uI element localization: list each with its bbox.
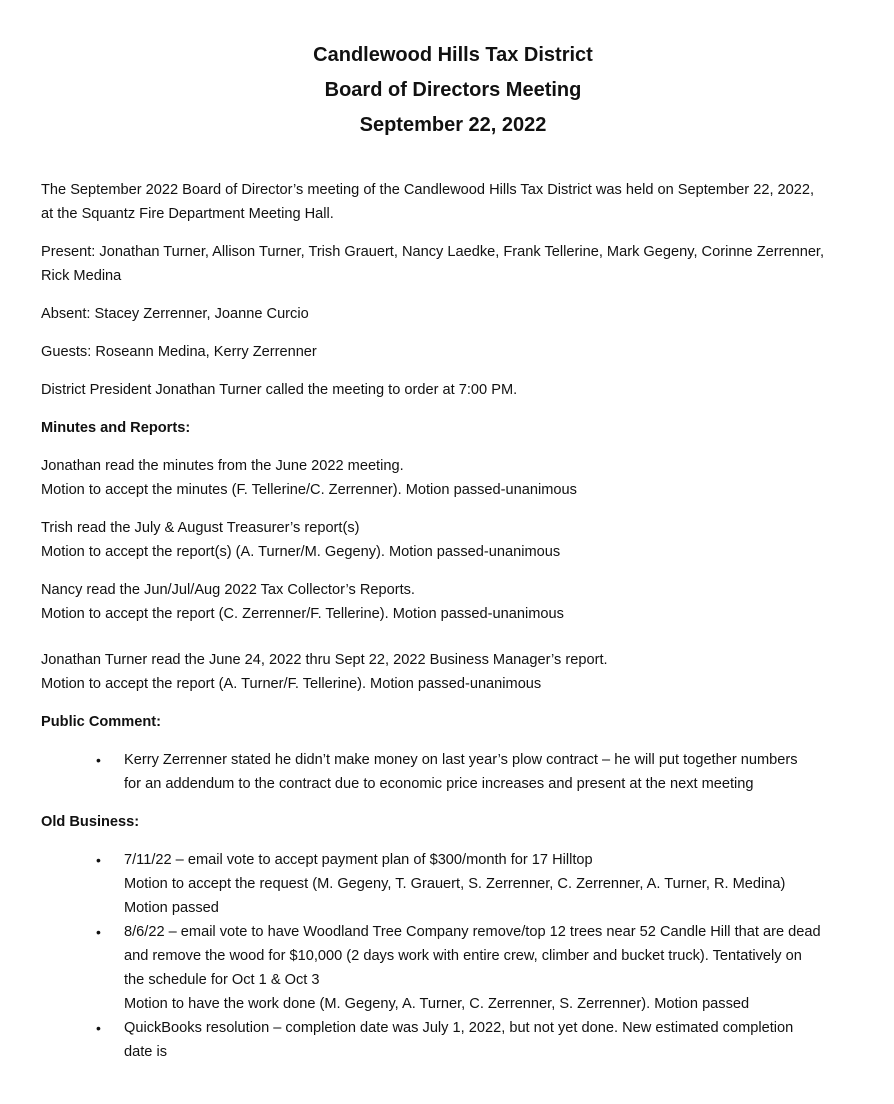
bullet-icon: •	[96, 924, 101, 940]
business-manager-report-item	[41, 648, 876, 696]
minutes-item-motion: Motion to accept the minutes (F. Tellerine/C. Zerrenner). Motion passed-unanimous	[41, 482, 577, 498]
list-item-line: QuickBooks resolution – completion date was July 1, 2022, but not yet done. New estimated completion	[124, 1020, 794, 1036]
old-business-list	[41, 848, 876, 1064]
report-item-motion: Motion to accept the report(s) (A. Turner/M. Gegeny). Motion passed-unanimous	[41, 544, 561, 560]
intro-paragraph	[41, 178, 876, 226]
absent-line: Absent: Stacey Zerrenner, Joanne Curcio	[41, 306, 309, 322]
bullet-icon: •	[96, 852, 101, 868]
report-item-motion: Motion to accept the report (C. Zerrenner/F. Tellerine). Motion passed-unanimous	[41, 606, 564, 622]
present-line: Present: Jonathan Turner, Allison Turner, Trish Grauert, Nancy Laedke, Frank Tellerine, Mark Gegeny, Corinne Zerrenner,	[41, 244, 825, 260]
report-item-line: Trish read the July & August Treasurer’s report(s)	[41, 520, 360, 536]
list-item-line: 7/11/22 – email vote to accept payment plan of $300/month for 17 Hilltop	[124, 852, 593, 868]
guests-line: Guests: Roseann Medina, Kerry Zerrenner	[41, 344, 317, 360]
bullet-icon: •	[96, 752, 101, 768]
present-line: Rick Medina	[41, 268, 122, 284]
meeting-date: September 22, 2022	[359, 114, 547, 136]
list-item	[41, 748, 876, 796]
report-item-line: Nancy read the Jun/Jul/Aug 2022 Tax Collector’s Reports.	[41, 582, 415, 598]
report-item-motion: Motion to accept the report (A. Turner/F. Tellerine). Motion passed-unanimous	[41, 676, 542, 692]
list-item	[41, 1016, 876, 1064]
list-item	[41, 920, 876, 1016]
tax-collector-report-item	[41, 578, 876, 626]
list-item-line: and remove the wood for $10,000 (2 days work with entire crew, climber and bucket truck). Tentatively on	[124, 948, 802, 964]
old-business-heading: Old Business:	[41, 814, 140, 830]
list-item-line: date is	[124, 1044, 167, 1060]
public-comment-list	[41, 748, 876, 796]
public-comment-heading: Public Comment:	[41, 714, 161, 730]
document-title: Candlewood Hills Tax District	[313, 44, 593, 66]
document-subtitle: Board of Directors Meeting	[324, 79, 582, 101]
list-item-line: Motion to accept the request (M. Gegeny, T. Grauert, S. Zerrenner, C. Zerrenner, A. Turner, R. Medina)	[124, 876, 786, 892]
list-item-line: 8/6/22 – email vote to have Woodland Tree Company remove/top 12 trees near 52 Candle Hill that are dead	[124, 924, 821, 940]
treasurer-report-item	[41, 516, 876, 564]
report-item-line: Jonathan Turner read the June 24, 2022 thru Sept 22, 2022 Business Manager’s report.	[41, 652, 608, 668]
intro-line: The September 2022 Board of Director’s meeting of the Candlewood Hills Tax District was held on September 22, 2022,	[41, 182, 815, 198]
present-paragraph	[41, 240, 876, 288]
minutes-reports-heading: Minutes and Reports:	[41, 420, 191, 436]
list-item-line: the schedule for Oct 1 & Oct 3	[124, 972, 320, 988]
call-to-order-paragraph	[41, 378, 876, 402]
list-item-line: Motion to have the work done (M. Gegeny, A. Turner, C. Zerrenner, S. Zerrenner). Motion passed	[124, 996, 750, 1012]
list-item-line: for an addendum to the contract due to economic price increases and present at the next meeting	[124, 776, 754, 792]
list-item-line: Motion passed	[124, 900, 219, 916]
minutes-item	[41, 454, 876, 502]
minutes-item-line: Jonathan read the minutes from the June 2022 meeting.	[41, 458, 404, 474]
document-body	[41, 178, 876, 1078]
list-item	[41, 848, 876, 920]
absent-paragraph	[41, 302, 876, 326]
bullet-icon: •	[96, 1020, 101, 1036]
intro-line: at the Squantz Fire Department Meeting Hall.	[41, 206, 334, 222]
guests-paragraph	[41, 340, 876, 364]
document-title-block	[0, 38, 894, 143]
call-to-order-line: District President Jonathan Turner called the meeting to order at 7:00 PM.	[41, 382, 518, 398]
list-item-line: Kerry Zerrenner stated he didn’t make money on last year’s plow contract – he will put together numbers	[124, 752, 798, 768]
